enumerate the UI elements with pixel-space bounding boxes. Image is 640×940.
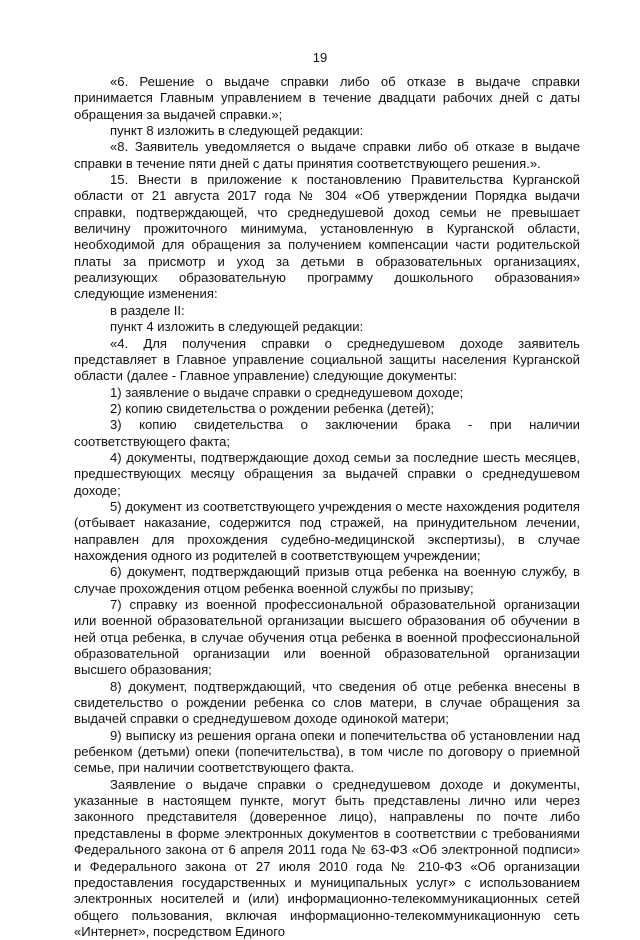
list-item-9: 9) выписку из решения органа опеки и попечительства об установлении над ребенком (детьми) опеки (попечительства), в том числе по договору о приемной семье, при наличии соответствующего факта. bbox=[74, 727, 580, 776]
paragraph-submission-methods: Заявление о выдаче справки о среднедушевом доходе и документы, указанные в настоящем пункте, могут быть представлены лично или через законного представителя (доверенное лицо), направлены по почте либо представлены в форме электронных документов в соответствии с требованиями Федерального закона от 6 апреля 2011 года № 63-ФЗ «Об электронной подписи» и Федерального закона от 27 июля 2010 года № 210-ФЗ «Об организации предоставления государственных и муниципальных услуг» с использованием электронных носителей и (или) информационно-телекоммуникационных сетей общего пользования, включая информационно-телекоммуникационную сеть «Интернет», посредством Единого bbox=[74, 776, 580, 939]
paragraph-4-documents-intro: «4. Для получения справки о среднедушевом доходе заявитель представляет в Главное управление социальной защиты населения Курганской области (далее - Главное управление) следующие документы: bbox=[74, 335, 580, 384]
list-item-5: 5) документ из соответствующего учреждения о месте нахождения родителя (отбывает наказание, содержится под стражей, на принудительном лечении, направлен для прохождения судебно-медицинской экспертизы), в случае нахождения одного из родителей в соответствующем учреждении; bbox=[74, 498, 580, 563]
paragraph-8-notification: «8. Заявитель уведомляется о выдаче справки либо об отказе в выдаче справки в течение пяти дней с даты принятия соответствующего решения.». bbox=[74, 139, 580, 171]
document-body bbox=[74, 74, 580, 940]
paragraph-amend-item-4: пункт 4 изложить в следующей редакции: bbox=[110, 319, 364, 335]
paragraph-15-amendment: 15. Внести в приложение к постановлению Правительства Курганской области от 21 августа 2017 года № 304 «Об утверждении Порядка выдачи справки, подтверждающей, что среднедушевой доход семьи не превышает величину прожиточного минимума, установленную в Курганской области, необходимой для обращения за получением компенсации части родительской платы за присмотр и уход за детьми в образовательных организациях, реализующих образовательную программу дошкольного образования» следующие изменения: bbox=[74, 172, 580, 302]
list-item-8: 8) документ, подтверждающий, что сведения об отце ребенка внесены в свидетельство о рождении ребенка со слов матери, в случае обращения за выдачей справки о среднедушевом доходе одинокой матери; bbox=[74, 678, 580, 727]
paragraph-section-2: в разделе II: bbox=[110, 302, 185, 318]
paragraph-amend-item-8: пункт 8 изложить в следующей редакции: bbox=[110, 123, 364, 139]
list-item-4: 4) документы, подтверждающие доход семьи за последние шесть месяцев, предшествующих месяцу обращения за выдачей справки о среднедушевом доходе; bbox=[74, 449, 580, 498]
paragraph-6-decision-timeline: «6. Решение о выдаче справки либо об отказе в выдаче справки принимается Главным управлением в течение двадцати рабочих дней с даты обращения за выдачей справки.»; bbox=[74, 74, 580, 122]
list-item-7: 7) справку из военной профессиональной образовательной организации или военной образовательной организации высшего образования об обучении в ней отца ребенка, в случае обучения отца ребенка в военной профессиональной образовательной организации или военной образовательной организации высшего образования; bbox=[74, 597, 580, 678]
list-item-6: 6) документ, подтверждающий призыв отца ребенка на военную службу, в случае прохождения отцом ребенка военной службы по призыву; bbox=[74, 564, 580, 596]
page-number: 19 bbox=[312, 50, 328, 65]
list-item-1: 1) заявление о выдаче справки о среднедушевом доходе; bbox=[110, 384, 464, 400]
list-item-2: 2) копию свидетельства о рождении ребенка (детей); bbox=[110, 400, 435, 416]
list-item-3: 3) копию свидетельства о заключении брака - при наличии соответствующего факта; bbox=[74, 417, 580, 449]
